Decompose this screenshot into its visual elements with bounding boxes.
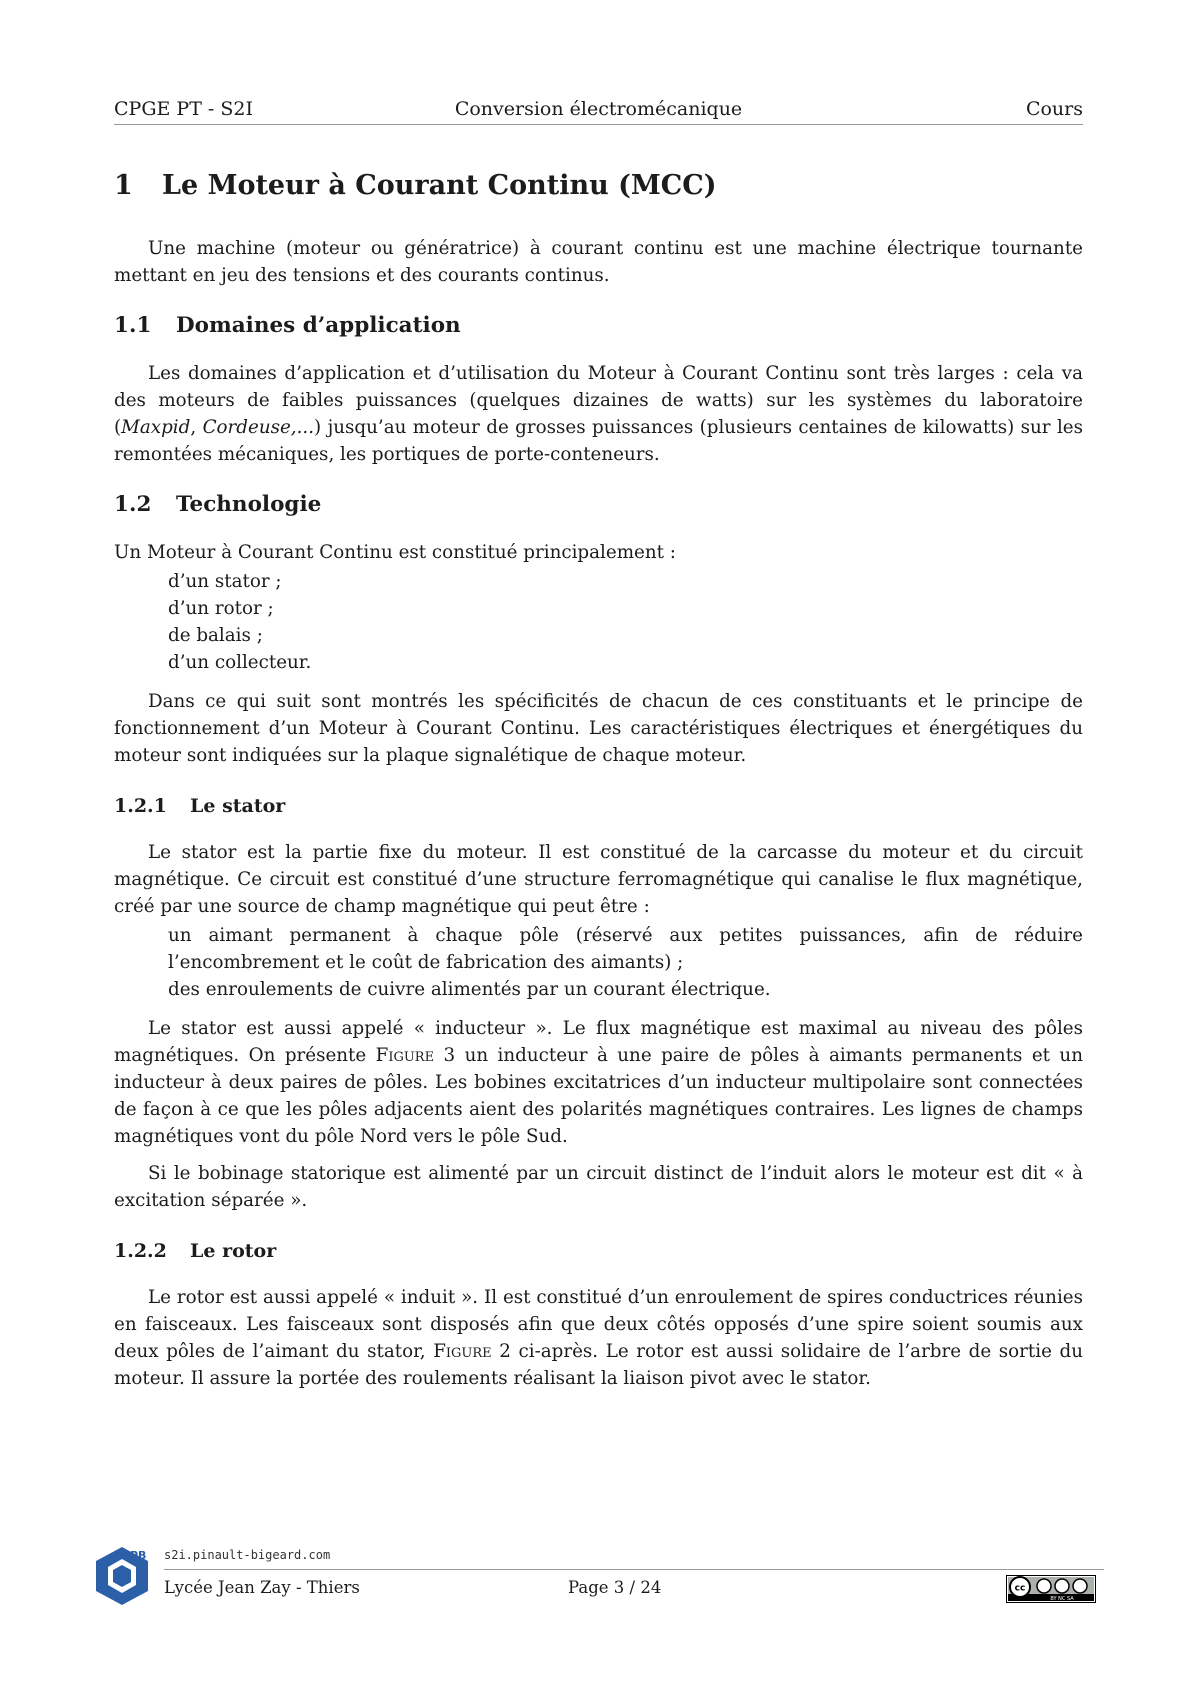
footer-rule: [164, 1569, 1104, 1570]
emphasis-maxpid: Maxpid: [121, 417, 191, 438]
field-source-list: [168, 922, 1083, 1003]
page-content: [114, 160, 1083, 1402]
intro-paragraph: Une machine (moteur ou génératrice) à courant continu est une machine électrique tournante mettant en jeu des tensions et des courants continus.: [114, 238, 1083, 286]
section-number: 1.2.1: [114, 795, 167, 817]
applications-paragraph: [114, 360, 1083, 468]
figure-reference: Figure: [375, 1045, 435, 1066]
section-number: 1.1: [114, 313, 152, 338]
figure-reference: Figure: [433, 1341, 492, 1362]
page-number: Page 3 / 24: [568, 1578, 662, 1597]
technology-lead: Un Moteur à Courant Continu est constitué principalement :: [114, 542, 676, 563]
text-run: Les domaines d’application et d’utilisation du Moteur à Courant Continu sont très larges : cela va des moteurs de faibles puissances (quelques dizaines de watts) sur les systèmes du laboratoire (: [114, 363, 1083, 438]
section-1-2-1-heading: [114, 795, 1083, 817]
list-item: de balais ;: [168, 625, 263, 646]
header-topic: Conversion électromécanique: [454, 98, 743, 120]
text-run: ,: [190, 417, 203, 438]
logo-lettering: PB: [130, 1549, 147, 1562]
school-name: Lycée Jean Zay - Thiers: [164, 1578, 360, 1597]
section-title: Le rotor: [190, 1240, 277, 1262]
cc-label: cc: [1014, 1583, 1026, 1594]
section-1-heading: [114, 170, 1083, 201]
text-run: Le stator est aussi appelé « inducteur ». Le flux magnétique est maximal au niveau des pôles magnétiques. On présente: [114, 1018, 1083, 1066]
section-number: 1.2: [114, 492, 152, 517]
text-run: 2 ci-après. Le rotor est aussi solidaire de l’arbre de sortie du moteur. Il assure la portée des roulements réalisant la liaison pivot avec le stator.: [114, 1341, 1083, 1389]
stator-paragraph-2: [114, 1015, 1083, 1150]
section-number: 1.2.2: [114, 1240, 167, 1262]
license-terms-label: BY NC SA: [1050, 1596, 1074, 1602]
page-footer: [94, 1545, 1105, 1615]
text-run: ) jusqu’au moteur de grosses puissances (plusieurs centaines de kilowatts) sur les remontées mécaniques, les portiques de porte-conteneurs.: [114, 417, 1083, 465]
section-title: Technologie: [176, 492, 322, 517]
components-list: [168, 568, 1083, 676]
list-item: d’un collecteur.: [168, 652, 312, 673]
stator-paragraph-1: Le stator est la partie fixe du moteur. Il est constitué de la carcasse du moteur et du circuit magnétique. Ce circuit est constitué d’une structure ferromagnétique qui canalise le flux magnétique, créé par une source de champ magnétique qui peut être :: [114, 842, 1083, 917]
list-item: d’un stator ;: [168, 571, 282, 592]
section-1-2-2-heading: [114, 1240, 1083, 1262]
section-number: 1: [114, 170, 133, 201]
section-title: Le stator: [190, 795, 286, 817]
text-run: 3 un inducteur à une paire de pôles à aimants permanents et un inducteur à deux paires de pôles. Les bobines excitatrices d’un inducteur multipolaire sont connectées de façon à ce que les pôles adjacents aient des polarités magnétiques contraires. Les lignes de champs magnétiques vont du pôle Nord vers le pôle Sud.: [114, 1045, 1083, 1147]
rotor-paragraph: [114, 1284, 1083, 1392]
section-title: Domaines d’application: [176, 313, 461, 338]
text-run: Le rotor est aussi appelé « induit ». Il est constitué d’un enroulement de spires conductrices réunies en faisceaux. Les faisceaux sont disposés afin que deux côtés opposés d’une spire soient soumis aux deux pôles de l’aimant du stator,: [114, 1287, 1083, 1362]
emphasis-cordeuse: Cordeuse,...: [202, 417, 315, 438]
list-item: un aimant permanent à chaque pôle (réservé aux petites puissances, afin de réduire l’encombrement et le coût de fabrication des aimants) ;: [168, 925, 1083, 973]
school-logo-icon: [94, 1545, 150, 1607]
list-item: d’un rotor ;: [168, 598, 274, 619]
header-course: CPGE PT - S2I: [114, 98, 253, 120]
stator-paragraph-3: Si le bobinage statorique est alimenté par un circuit distinct de l’induit alors le moteur est dit « à excitation séparée ».: [114, 1163, 1083, 1211]
technology-paragraph: Dans ce qui suit sont montrés les spécificités de chacun de ces constituants et le principe de fonctionnement d’un Moteur à Courant Continu. Les caractéristiques électriques et énergétiques du moteur sont indiquées sur la plaque signalétique de chaque moteur.: [114, 691, 1083, 766]
list-item: des enroulements de cuivre alimentés par un courant électrique.: [168, 979, 771, 1000]
header-doc-type: Cours: [1025, 98, 1083, 120]
document-page: [114, 0, 1083, 1684]
section-1-2-heading: [114, 492, 1083, 517]
page-header: [114, 98, 1083, 125]
section-title: Le Moteur à Courant Continu (MCC): [162, 170, 717, 201]
creative-commons-license-icon: [1006, 1575, 1096, 1603]
section-1-1-heading: [114, 313, 1083, 338]
website-url[interactable]: s2i.pinault-bigeard.com: [164, 1548, 331, 1562]
